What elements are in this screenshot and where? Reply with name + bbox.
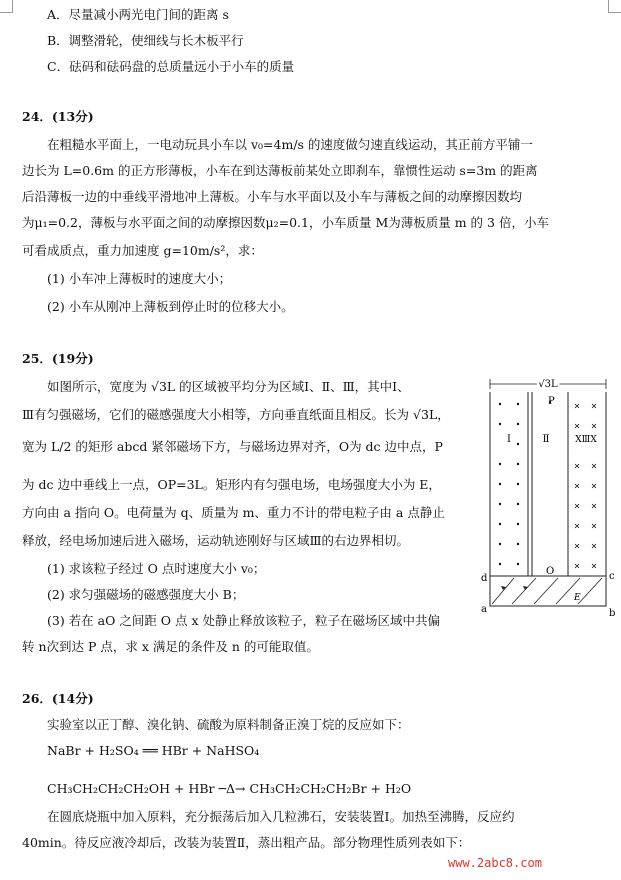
field-crosses-region-iii — [575, 404, 596, 568]
q25-line-4: 为 dc 边中垂线上一点，OP=3L。矩形内有匀强电场，电场强度大小为 E， — [22, 477, 441, 492]
q26-reaction-1: NaBr + H₂SO₄ ══ HBr + NaHSO₄ — [47, 743, 260, 758]
q25-line-6: 释放，经电场加速后进入磁场，运动轨迹刚好与区域Ⅲ的右边界相切。 — [22, 533, 410, 548]
option-a: A．尽量减小两光电门间的距离 s — [47, 7, 229, 22]
magnetic-field-figure — [478, 376, 618, 621]
q26-tail-2: 40min。待反应液冷却后，改装为装置Ⅱ，蒸出粗产品。部分物理性质列表如下： — [22, 835, 471, 850]
q24-line-5: 可看成质点，重力加速度 g=10m/s²，求： — [22, 243, 263, 258]
region-iii-label: XⅢX — [575, 435, 597, 445]
electric-field-lines — [492, 578, 602, 604]
region-ii-label: Ⅱ — [542, 434, 550, 445]
q24-line-3: 后沿薄板一边的中垂线平滑地冲上薄板。小车与水平面以及小车与薄板之间的动摩擦因数均 — [22, 189, 523, 204]
q26-reaction-2: CH₃CH₂CH₂CH₂OH + HBr ─Δ→ CH₃CH₂CH₂CH₂Br + H₂O — [47, 781, 412, 796]
corner-a-label: a — [481, 604, 487, 615]
width-label: √3L — [538, 379, 558, 390]
q24-header: 24．(13分) — [22, 109, 94, 124]
q24-line-1: 在粗糙水平面上，一电动玩具小车以 v₀=4m/s 的速度做匀速直线运动，其正前方平铺一 — [47, 137, 533, 152]
region-i-label: I — [507, 434, 511, 445]
corner-c-label: c — [609, 571, 615, 582]
q24-line-4: 为μ₁=0.2，薄板与水平面之间的动摩擦因数μ₂=0.1，小车质量 M为薄板质量 m 的 3 倍，小车 — [22, 215, 549, 230]
q24-line-2: 边长为 L=0.6m 的正方形薄板，小车在到达薄板前某处立即刹车，靠惯性运动 s=3m 的距离 — [22, 163, 538, 178]
q25-line-1: 如图所示，宽度为 √3L 的区域被平均分为区域Ⅰ、Ⅱ、Ⅲ，其中Ⅰ、 — [47, 379, 410, 394]
option-c: C．砝码和砝码盘的总质量远小于小车的质量 — [47, 59, 295, 74]
corner-d-label: d — [481, 573, 488, 584]
q25-sub-4: 转 n次到达 P 点，求 x 满足的条件及 n 的可能取值。 — [22, 639, 319, 654]
q25-sub-2: (2) 求匀强磁场的磁感强度大小 B； — [47, 587, 245, 602]
q24-sub-1: (1) 小车冲上薄板时的速度大小； — [47, 271, 232, 286]
q25-sub-1: (1) 求该粒子经过 O 点时速度大小 v₀； — [47, 561, 266, 576]
q25-line-5: 方向由 a 指向 O。电荷量为 q、质量为 m、重力不计的带电粒子由 a 点静止 — [22, 505, 445, 520]
corner-mark-left — [0, 0, 13, 13]
field-dots-region-i — [499, 401, 551, 565]
corner-mark-right — [608, 0, 621, 13]
q26-tail-1: 在圆底烧瓶中加入原料，充分振荡后加入几粒沸石，安装装置Ⅰ。加热至沸腾，反应约 — [47, 809, 515, 824]
point-o-label: O — [546, 566, 555, 577]
point-p-label: P — [548, 396, 555, 407]
q26-header: 26．(14分) — [22, 691, 94, 706]
q25-line-3: 宽为 L/2 的矩形 abcd 紧邻磁场下方，与磁场边界对齐，O为 dc 边中点，P — [22, 439, 443, 454]
corner-b-label: b — [609, 608, 616, 619]
q24-sub-2: (2) 小车从刚冲上薄板到停止时的位移大小。 — [47, 299, 294, 314]
rectangle-abcd — [490, 576, 606, 606]
field-e-label: E — [574, 593, 581, 603]
q25-header: 25．(19分) — [22, 351, 94, 366]
watermark: www.2abc8.com — [448, 856, 542, 870]
option-b: B．调整滑轮，使细线与长木板平行 — [47, 33, 244, 48]
q25-line-2: Ⅲ有匀强磁场，它们的磁感强度大小相等，方向垂直纸面且相反。长为 √3L， — [22, 407, 450, 422]
q26-line-1: 实验室以正丁醇、溴化钠、硫酸为原料制备正溴丁烷的反应如下： — [47, 717, 410, 732]
q25-sub-3: (3) 若在 aO 之间距 O 点 x 处静止释放该粒子，粒子在磁场区域中共偏 — [47, 613, 441, 628]
